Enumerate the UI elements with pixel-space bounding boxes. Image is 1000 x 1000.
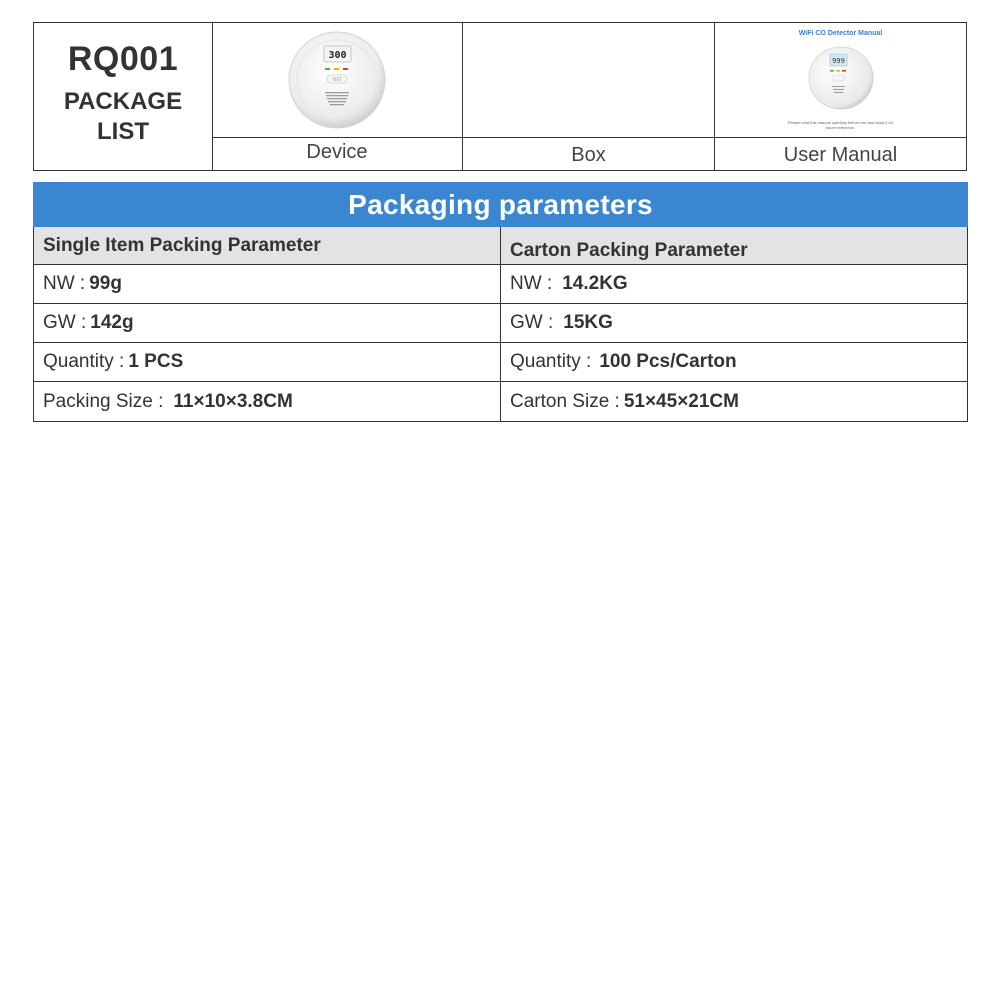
carton-gw-cell xyxy=(501,304,967,342)
carton-quantity-label: Quantity : xyxy=(510,351,592,372)
carton-size-value: 51×45×21CM xyxy=(623,390,739,412)
carton-nw-label: NW : xyxy=(510,273,553,294)
packaging-parameters-table xyxy=(33,182,968,422)
package-item-user-manual xyxy=(715,23,966,170)
carton-header: Carton Packing Parameter xyxy=(510,240,748,261)
carton-quantity-cell xyxy=(501,343,967,381)
single-nw-cell xyxy=(34,265,501,303)
single-gw-cell xyxy=(34,304,501,342)
table-row xyxy=(34,382,967,421)
svg-text:TEST: TEST xyxy=(332,77,342,82)
package-list-title-cell xyxy=(34,23,213,170)
carton-gw-value: 15KG xyxy=(563,312,613,333)
manual-detector-picture xyxy=(806,42,876,112)
carton-nw-cell xyxy=(501,265,967,303)
model-number: RQ001 xyxy=(67,40,179,78)
single-gw-value: 142g xyxy=(90,312,134,333)
single-nw-value: 99g xyxy=(89,273,122,294)
single-quantity-cell xyxy=(34,343,501,381)
carton-quantity-value: 100 Pcs/Carton xyxy=(599,351,737,372)
single-quantity-value: 1 PCS xyxy=(128,351,184,372)
carton-size-cell xyxy=(501,382,967,421)
packaging-parameters-title: Packaging parameters xyxy=(33,182,968,227)
manual-title: WiFi CO Detector Manual xyxy=(798,30,883,37)
box-caption: Box xyxy=(571,144,606,166)
single-gw-label: GW : xyxy=(43,312,87,333)
box-image-cell xyxy=(463,23,714,138)
device-image-cell xyxy=(212,23,462,138)
single-quantity-label: Quantity : xyxy=(43,351,125,372)
single-packing-size-label: Packing Size : xyxy=(43,390,164,412)
user-manual-caption: User Manual xyxy=(783,144,898,166)
single-packing-size-cell xyxy=(34,382,501,421)
package-item-device xyxy=(212,23,463,170)
carton-gw-label: GW : xyxy=(510,312,554,333)
package-list-heading xyxy=(53,87,193,147)
table-row xyxy=(34,304,967,343)
carton-nw-value: 14.2KG xyxy=(562,273,628,294)
carton-size-label: Carton Size : xyxy=(510,390,620,412)
manual-display-text: 999 xyxy=(831,57,845,65)
package-list-heading-text: PACKAGE LIST xyxy=(63,88,183,145)
package-item-box xyxy=(463,23,715,170)
single-nw-label: NW : xyxy=(43,273,86,294)
manual-image-cell xyxy=(715,23,966,138)
device-caption: Device xyxy=(306,141,368,163)
smoke-detector-image xyxy=(287,30,387,130)
device-display-text: 300 xyxy=(328,50,347,61)
parameters-header-row xyxy=(34,227,967,265)
single-packing-size-value: 11×10×3.8CM xyxy=(173,390,293,412)
manual-note: Please read this manual carefully before use and keep it for future reference. xyxy=(787,120,894,130)
parameters-grid xyxy=(33,227,968,422)
table-row xyxy=(34,265,967,304)
single-item-header: Single Item Packing Parameter xyxy=(34,227,501,264)
manual-image xyxy=(786,30,896,130)
table-row xyxy=(34,343,967,382)
package-list-table xyxy=(33,22,967,171)
